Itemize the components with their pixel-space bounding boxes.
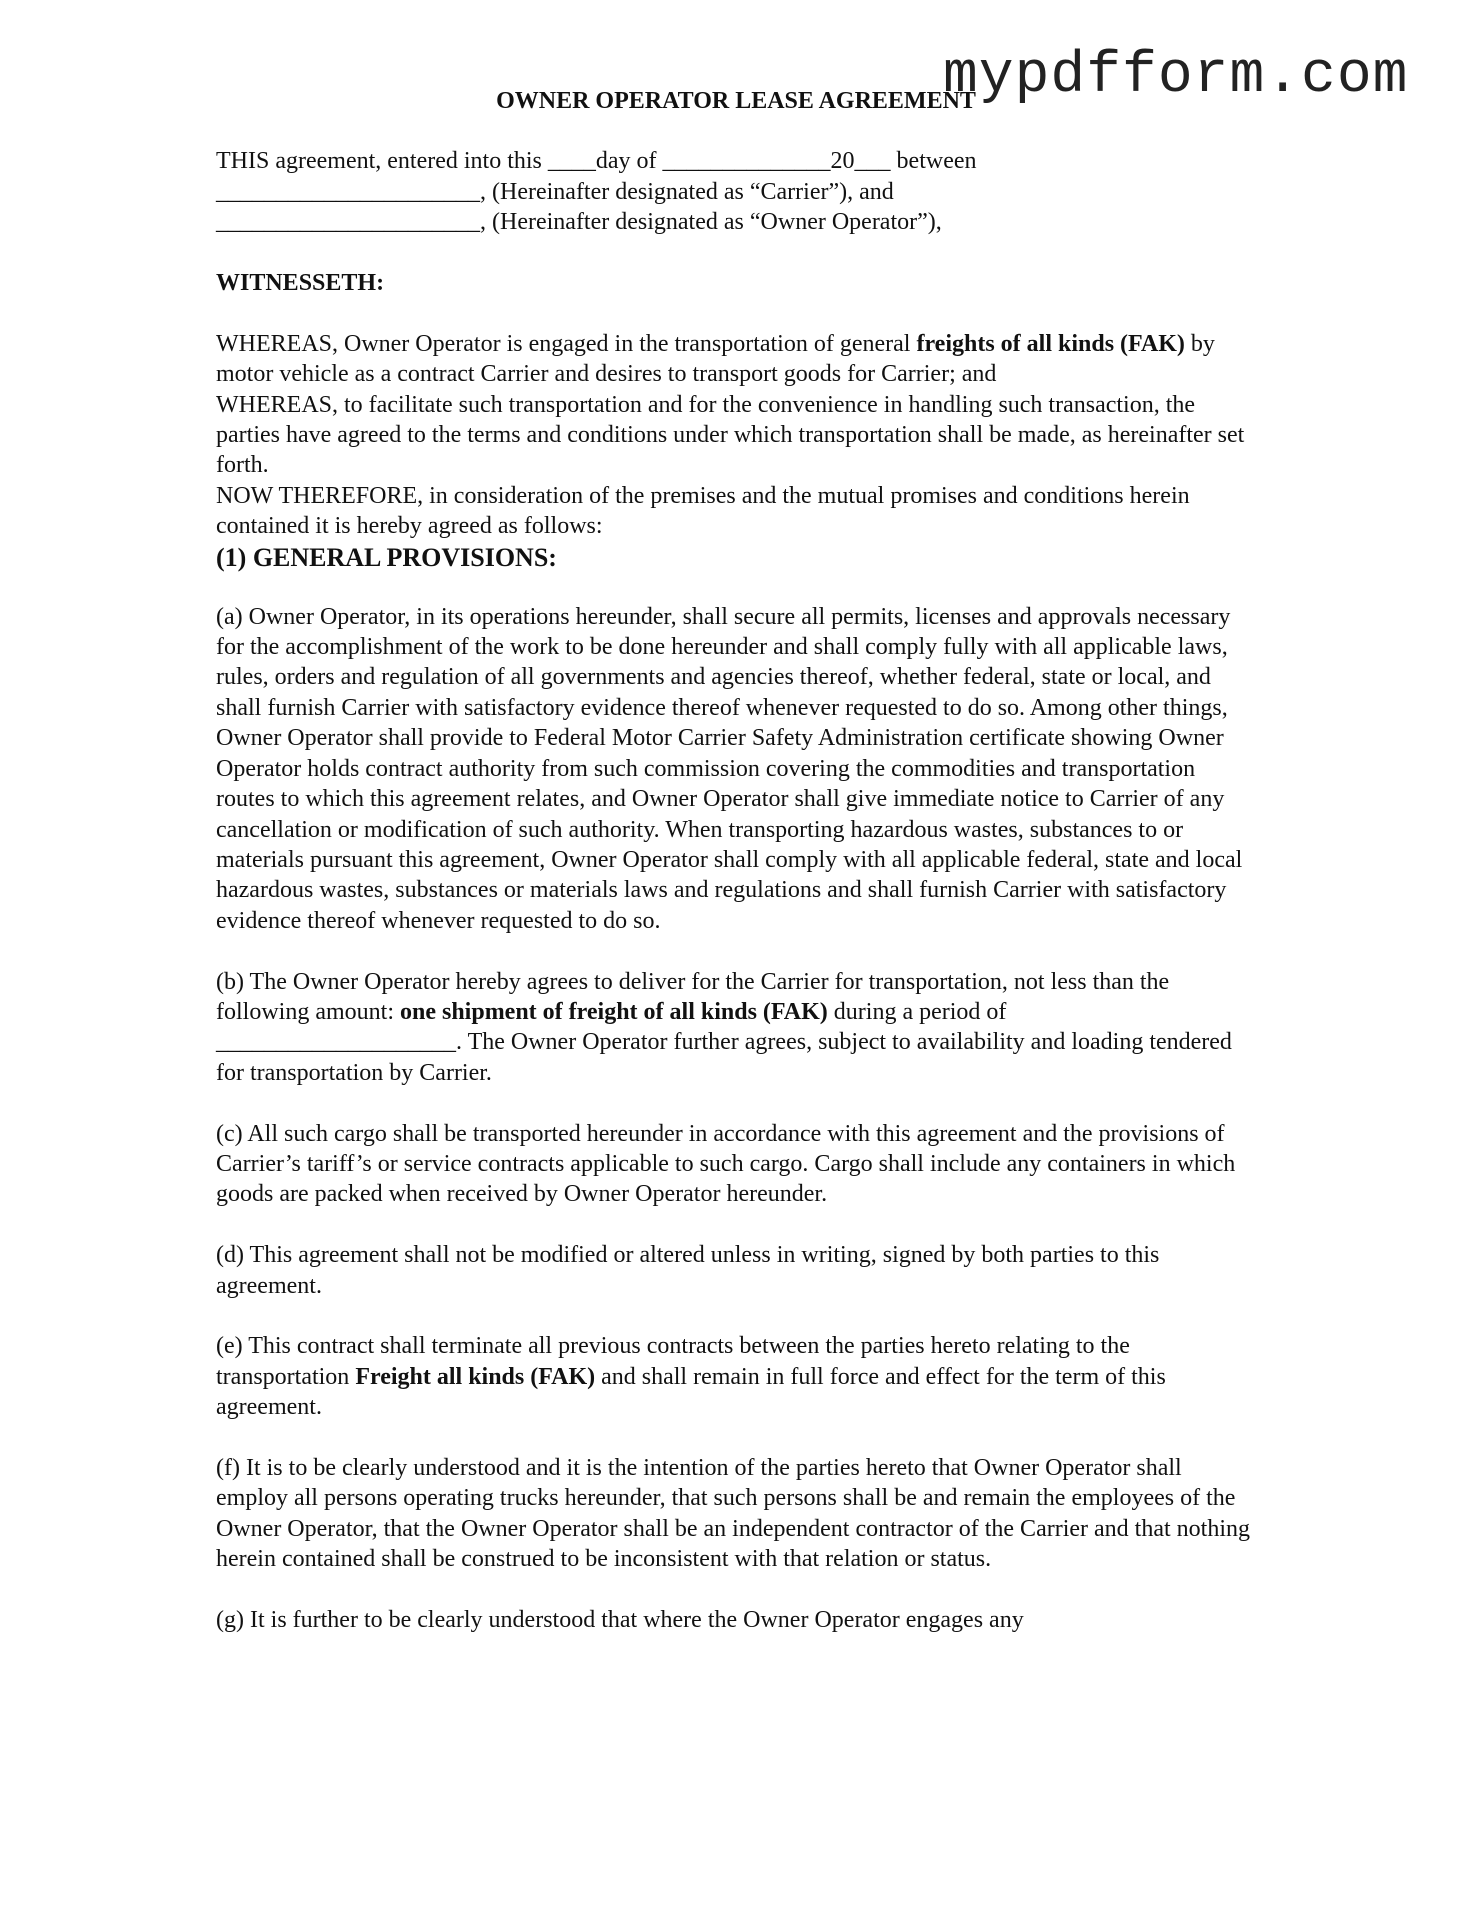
clause-e-text-b: and shall remain in full force and effect for the term of this agreement.: [216, 1363, 1166, 1421]
intro-line-3: ______________________, (Hereinafter designated as “Owner Operator”),: [216, 209, 942, 236]
whereas-1-bold: freights of all kinds (FAK): [916, 330, 1185, 357]
clause-d: (d) This agreement shall not be modified or altered unless in writing, signed by both parties to this agreement.: [216, 1242, 1160, 1299]
clause-b-text-a: (b) The Owner Operator hereby agrees to deliver for the Carrier for transportation, not less than the following amount:: [216, 968, 1170, 1025]
section-1-heading: (1) GENERAL PROVISIONS:: [216, 542, 557, 572]
clause-g: (g) It is further to be clearly understood that where the Owner Operator engages any: [216, 1606, 1024, 1633]
clause-e-text-a: (e) This contract shall terminate all previous contracts between the parties hereto relating to the transportation: [216, 1333, 1130, 1390]
clause-f: (f) It is to be clearly understood and it is the intention of the parties hereto that Owner Operator shall employ all persons operating trucks hereunder, that such persons shall be and remain the employees of the Owner Operator, that the Owner Operator shall be an independent contractor of the Carrier and that nothing herein contained shall be construed to be inconsistent with that relation or status.: [216, 1454, 1250, 1573]
whereas-block: [216, 329, 1256, 542]
clause-b-bold: one shipment of freight of all kinds (FAK): [399, 998, 828, 1025]
intro-line-2: ______________________, (Hereinafter designated as “Carrier”), and: [216, 178, 894, 205]
intro-block: [216, 146, 1256, 237]
intro-line-1: THIS agreement, entered into this ____day of ______________20___ between: [216, 148, 977, 175]
watermark-text: mypdfform.com: [943, 44, 1409, 109]
now-therefore-paragraph: NOW THEREFORE, in consideration of the premises and the mutual promises and conditions herein contained it is hereby agreed as follows:: [216, 482, 1190, 540]
document-page: [216, 86, 1256, 1635]
clause-e-bold: Freight all kinds (FAK): [355, 1363, 596, 1390]
clause-c: (c) All such cargo shall be transported hereunder in accordance with this agreement and the provisions of Carrier’s tariff’s or service contracts applicable to such cargo. Cargo shall include any containers in which goods are packed when received by Owner Operator hereunder.: [216, 1120, 1236, 1208]
whereas-paragraph-2: WHEREAS, to facilitate such transportation and for the convenience in handling such transaction, the parties have agreed to the terms and conditions under which transportation shall be made, as hereinafter set forth.: [216, 391, 1245, 479]
clause-b-text-b: during a period of ____________________. The Owner Operator further agrees, subject to availability and loading tendered for transportation by Carrier.: [216, 998, 1232, 1086]
document-title: OWNER OPERATOR LEASE AGREEMENT: [496, 88, 976, 114]
clause-a: (a) Owner Operator, in its operations hereunder, shall secure all permits, licenses and approvals necessary for the accomplishment of the work to be done hereunder and shall comply fully with all applicable laws, rules, orders and regulation of all governments and agencies thereof, whether federal, state or local, and shall furnish Carrier with satisfactory evidence thereof whenever requested to do so. Among other things, Owner Operator shall provide to Federal Motor Carrier Safety Administration certificate showing Owner Operator holds contract authority from such commission covering the commodities and transportation routes to which this agreement relates, and Owner Operator shall give immediate notice to Carrier of any cancellation or modification of such authority. When transporting hazardous wastes, substances to or materials pursuant this agreement, Owner Operator shall comply with all applicable federal, state and local hazardous wastes, substances or materials laws and regulations and shall furnish Carrier with satisfactory evidence thereof whenever requested to do so.: [216, 603, 1243, 934]
whereas-1-text-a: WHEREAS, Owner Operator is engaged in the transportation of general: [216, 330, 917, 357]
witnesseth-heading: WITNESSETH:: [216, 270, 385, 297]
clause-e: [216, 1331, 1256, 1422]
whereas-paragraph-1: [216, 329, 1256, 390]
whereas-1-text-b: by motor vehicle as a contract Carrier and desires to transport goods for Carrier; and: [216, 330, 1215, 388]
clause-b: [216, 967, 1256, 1089]
